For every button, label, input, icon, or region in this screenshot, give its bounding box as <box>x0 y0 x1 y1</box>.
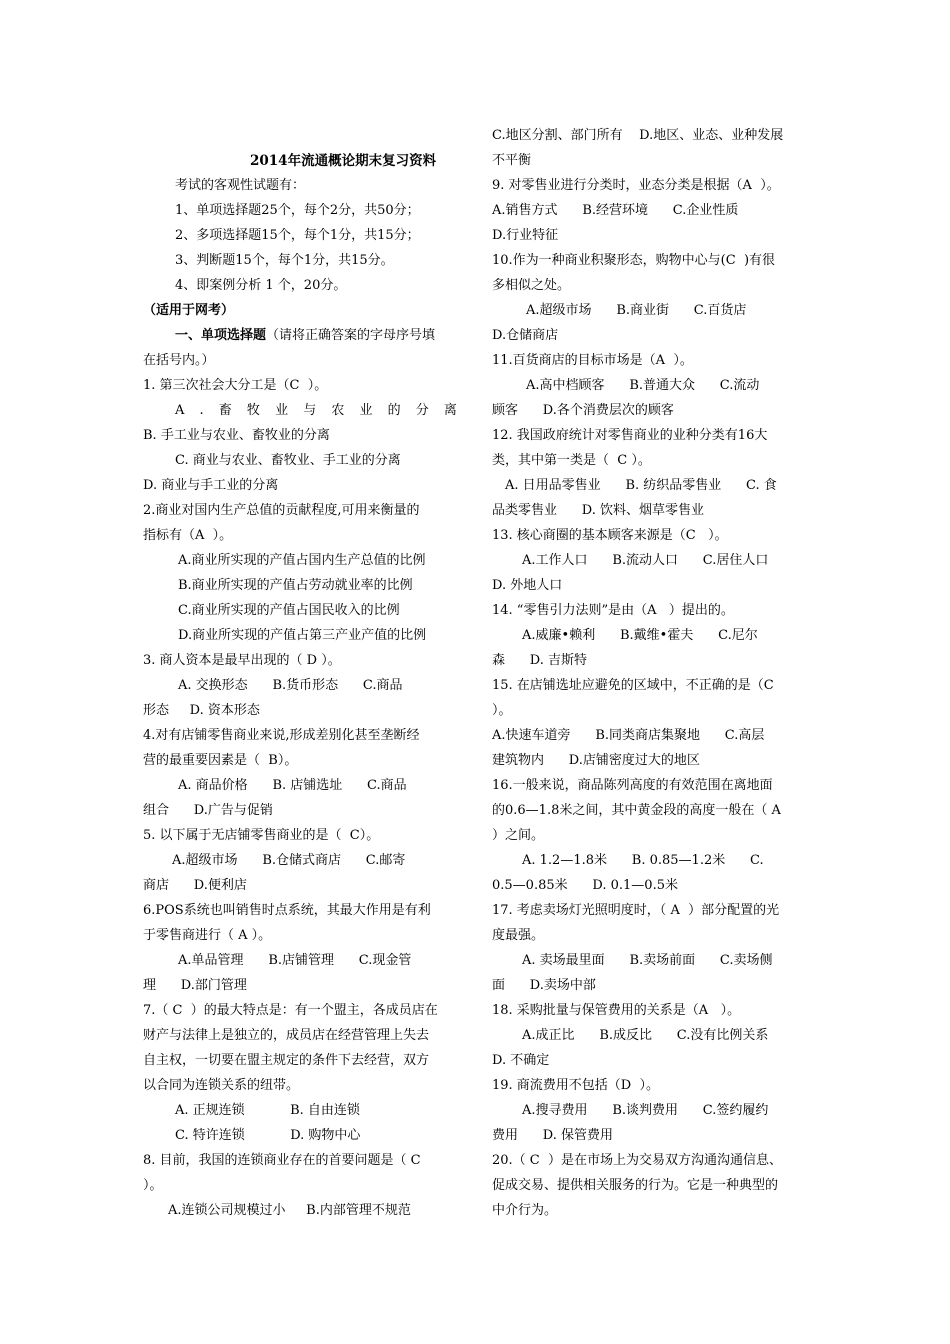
q8-options: A.连锁公司规模过小 B.内部管理不规范 <box>168 1203 411 1218</box>
question-12-cont: 类，其中第一类是（ C ）。 <box>492 453 651 468</box>
q11-options-cont: 顾客 D.各个消费层次的顾客 <box>492 403 674 418</box>
q13-options-cont: D. 外地人口 <box>492 578 563 593</box>
q2-option-b: B.商业所实现的产值占劳动就业率的比例 <box>178 578 413 593</box>
question-8-cont: ）。 <box>143 1178 163 1193</box>
q8-options-cont: 不平衡 <box>492 153 532 168</box>
q2-option-c: C.商业所实现的产值占国民收入的比例 <box>178 603 400 618</box>
q16-options-cont: 0.5—0.85米 D. 0.1—0.5米 <box>492 878 678 893</box>
q7-options-cont: C. 特许连锁 D. 购物中心 <box>175 1128 361 1143</box>
question-7-cont: 财产与法律上是独立的，成员店在经营管理上失去 <box>143 1028 430 1043</box>
q1-option-a: A . 畜 牧 业 与 农 业 的 分 离 <box>175 403 457 418</box>
question-5: 5. 以下属于无店铺零售商业的是（ C）。 <box>143 828 380 843</box>
q14-options: A.威廉•赖利 B.戴维•霍夫 C.尼尔 <box>522 628 758 643</box>
section-note: （请将正确答案的字母序号填 <box>266 328 436 343</box>
q1-option-c: C. 商业与农业、畜牧业、手工业的分离 <box>175 453 401 468</box>
question-10: 10.作为一种商业积聚形态，购物中心与(C )有很 <box>492 253 776 268</box>
q2-option-d: D.商业所实现的产值占第三产业产值的比例 <box>178 628 427 643</box>
q9-options: A.销售方式 B.经营环境 C.企业性质 <box>492 203 739 218</box>
question-20-cont: 中介行为。 <box>492 1203 558 1218</box>
question-17-cont: 度最强。 <box>492 928 545 943</box>
intro-line: 3、判断题15个，每个1分，共15分。 <box>175 253 394 268</box>
intro-line: 考试的客观性试题有： <box>175 178 306 193</box>
q18-options: A.成正比 B.成反比 C.没有比例关系 <box>522 1028 769 1043</box>
q15-options: A.快速车道旁 B.同类商店集聚地 C.高层 <box>492 728 765 743</box>
q10-options: A.超级市场 B.商业街 C.百货店 <box>526 303 747 318</box>
question-4-cont: 营的最重要因素是（ B）。 <box>143 753 298 768</box>
question-1: 1. 第三次社会大分工是（C ）。 <box>143 378 328 393</box>
q9-options-cont: D.行业特征 <box>492 228 559 243</box>
question-8: 8. 目前，我国的连锁商业存在的首要问题是（ C <box>143 1153 421 1168</box>
question-14: 14. “零售引力法则”是由（A ）提出的。 <box>492 603 734 618</box>
q3-options-cont: 形态 D. 资本形态 <box>143 703 260 718</box>
question-7-cont: 自主权，一切要在盟主规定的条件下去经营，双方 <box>143 1053 430 1068</box>
q14-options-cont: 森 D. 吉斯特 <box>492 653 588 668</box>
applicable-note: （适用于网考） <box>143 303 235 318</box>
q18-options-cont: D. 不确定 <box>492 1053 550 1068</box>
q11-options: A.高中档顾客 B.普通大众 C.流动 <box>526 378 760 393</box>
q4-options-cont: 组合 D.广告与促销 <box>143 803 273 818</box>
question-9: 9. 对零售业进行分类时，业态分类是根据（A ）。 <box>492 178 780 193</box>
question-7: 7.（ C ）的最大特点是：有一个盟主，各成员店在 <box>143 1003 438 1018</box>
question-7-cont: 以合同为连锁关系的纽带。 <box>143 1078 300 1093</box>
q12-options: A. 日用品零售业 B. 纺织品零售业 C. 食 <box>505 478 777 493</box>
q16-options: A. 1.2—1.8米 B. 0.85—1.2米 C. <box>522 853 764 868</box>
question-19: 19. 商流费用不包括（D ）。 <box>492 1078 659 1093</box>
question-12: 12. 我国政府统计对零售商业的业种分类有16大 <box>492 428 768 443</box>
question-17: 17. 考虑卖场灯光照明度时，（ A ）部分配置的光 <box>492 903 780 918</box>
q13-options: A.工作人口 B.流动人口 C.居住人口 <box>522 553 769 568</box>
q12-options-cont: 品类零售业 D. 饮料、烟草零售业 <box>492 503 705 518</box>
question-3: 3. 商人资本是最早出现的（ D ）。 <box>143 653 341 668</box>
question-16-cont: 的0.6—1.8米之间，其中黄金段的高度一般在（ A <box>492 803 781 818</box>
question-6: 6.POS系统也叫销售时点系统，其最大作用是有利 <box>143 903 431 918</box>
intro-line: 2、多项选择题15个，每个1分，共15分； <box>175 228 420 243</box>
section-heading <box>175 327 435 345</box>
question-20-cont: 促成交易、提供相关服务的行为。它是一种典型的 <box>492 1178 779 1193</box>
q2-option-a: A.商业所实现的产值占国内生产总值的比例 <box>178 553 426 568</box>
q4-options: A. 商品价格 B. 店铺选址 C.商品 <box>178 778 407 793</box>
question-15-cont: ）。 <box>492 703 512 718</box>
q19-options: A.搜寻费用 B.谈判费用 C.签约履约 <box>522 1103 769 1118</box>
section-note-cont: 在括号内。） <box>143 353 215 368</box>
question-2: 2.商业对国内生产总值的贡献程度,可用来衡量的 <box>143 503 420 518</box>
question-13: 13. 核心商圈的基本顾客来源是（C ）。 <box>492 528 728 543</box>
q1-option-d: D. 商业与手工业的分离 <box>143 478 279 493</box>
intro-line: 4、即案例分析 1 个，20分。 <box>175 278 347 293</box>
q10-options-cont: D.仓储商店 <box>492 328 559 343</box>
question-20: 20.（ C ）是在市场上为交易双方沟通沟通信息、 <box>492 1153 783 1168</box>
question-6-cont: 于零售商进行（ A ）。 <box>143 928 272 943</box>
question-11: 11.百货商店的目标市场是（A ）。 <box>492 353 693 368</box>
q1-option-b: B. 手工业与农业、畜牧业的分离 <box>143 428 330 443</box>
q17-options: A. 卖场最里面 B.卖场前面 C.卖场侧 <box>522 953 773 968</box>
question-15: 15. 在店铺选址应避免的区域中，不正确的是（C <box>492 678 774 693</box>
q19-options-cont: 费用 D. 保管费用 <box>492 1128 614 1143</box>
q15-options-cont: 建筑物内 D.店铺密度过大的地区 <box>492 753 700 768</box>
question-16: 16.一般来说，商品陈列高度的有效范围在离地面 <box>492 778 773 793</box>
q17-options-cont: 面 D.卖场中部 <box>492 978 596 993</box>
q7-options: A. 正规连锁 B. 自由连锁 <box>175 1103 360 1118</box>
q6-options-cont: 理 D.部门管理 <box>143 978 247 993</box>
question-4: 4.对有店铺零售商业来说,形成差别化甚至垄断经 <box>143 728 420 743</box>
q6-options: A.单品管理 B.店铺管理 C.现金管 <box>178 953 412 968</box>
intro-line: 1、单项选择题25个，每个2分，共50分； <box>175 203 420 218</box>
question-10-cont: 多相似之处。 <box>492 278 571 293</box>
q3-options: A. 交换形态 B.货币形态 C.商品 <box>178 678 403 693</box>
section-title: 一、单项选择题 <box>175 328 267 343</box>
question-16-cont: ）之间。 <box>492 828 545 843</box>
q8-options-cont: C.地区分割、部门所有 D.地区、业态、业种发展 <box>492 128 784 143</box>
q5-options-cont: 商店 D.便利店 <box>143 878 247 893</box>
q5-options: A.超级市场 B.仓储式商店 C.邮寄 <box>172 853 406 868</box>
question-18: 18. 采购批量与保管费用的关系是（A ）。 <box>492 1003 741 1018</box>
question-2-cont: 指标有（A ）。 <box>143 528 233 543</box>
doc-title: 2014年流通概论期末复习资料 <box>250 153 437 169</box>
